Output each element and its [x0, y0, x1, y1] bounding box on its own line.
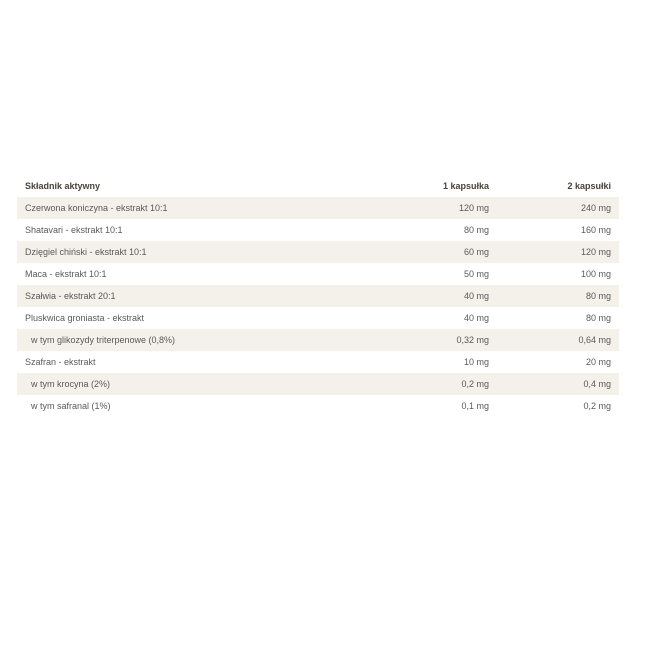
amount-two-capsules: 80 mg	[489, 307, 619, 329]
amount-two-capsules: 0,64 mg	[489, 329, 619, 351]
table-row	[17, 329, 619, 351]
amount-two-capsules: 160 mg	[489, 219, 619, 241]
amount-one-capsule: 0,1 mg	[397, 395, 489, 417]
table-body	[17, 197, 619, 417]
ingredient-sub-name: w tym glikozydy triterpenowe (0,8%)	[17, 329, 397, 351]
table-row	[17, 263, 619, 285]
amount-one-capsule: 120 mg	[397, 197, 489, 219]
amount-one-capsule: 10 mg	[397, 351, 489, 373]
table-row	[17, 351, 619, 373]
amount-one-capsule: 40 mg	[397, 285, 489, 307]
amount-two-capsules: 100 mg	[489, 263, 619, 285]
ingredient-name: Szałwia - ekstrakt 20:1	[17, 285, 397, 307]
table-row	[17, 241, 619, 263]
ingredient-name: Dzięgiel chiński - ekstrakt 10:1	[17, 241, 397, 263]
amount-two-capsules: 120 mg	[489, 241, 619, 263]
table-row	[17, 197, 619, 219]
amount-one-capsule: 80 mg	[397, 219, 489, 241]
amount-one-capsule: 0,2 mg	[397, 373, 489, 395]
table-row	[17, 395, 619, 417]
table-row	[17, 219, 619, 241]
ingredients-table	[17, 175, 619, 417]
ingredient-name: Czerwona koniczyna - ekstrakt 10:1	[17, 197, 397, 219]
table-row	[17, 373, 619, 395]
ingredient-name: Maca - ekstrakt 10:1	[17, 263, 397, 285]
ingredient-sub-name: w tym safranal (1%)	[17, 395, 397, 417]
amount-one-capsule: 60 mg	[397, 241, 489, 263]
ingredient-sub-name: w tym krocyna (2%)	[17, 373, 397, 395]
header-two-capsules: 2 kapsułki	[567, 181, 611, 191]
ingredients-table-container	[17, 175, 619, 417]
table-row	[17, 307, 619, 329]
amount-two-capsules: 0,2 mg	[489, 395, 619, 417]
header-one-capsule: 1 kapsułka	[442, 181, 489, 191]
ingredient-name: Pluskwica groniasta - ekstrakt	[17, 307, 397, 329]
table-header-row	[17, 175, 619, 197]
table-row	[17, 285, 619, 307]
amount-two-capsules: 20 mg	[489, 351, 619, 373]
amount-one-capsule: 0,32 mg	[397, 329, 489, 351]
amount-one-capsule: 40 mg	[397, 307, 489, 329]
amount-two-capsules: 80 mg	[489, 285, 619, 307]
ingredient-name: Szafran - ekstrakt	[17, 351, 397, 373]
header-active-ingredient: Składnik aktywny	[25, 181, 101, 191]
amount-two-capsules: 0,4 mg	[489, 373, 619, 395]
amount-one-capsule: 50 mg	[397, 263, 489, 285]
ingredient-name: Shatavari - ekstrakt 10:1	[17, 219, 397, 241]
amount-two-capsules: 240 mg	[489, 197, 619, 219]
